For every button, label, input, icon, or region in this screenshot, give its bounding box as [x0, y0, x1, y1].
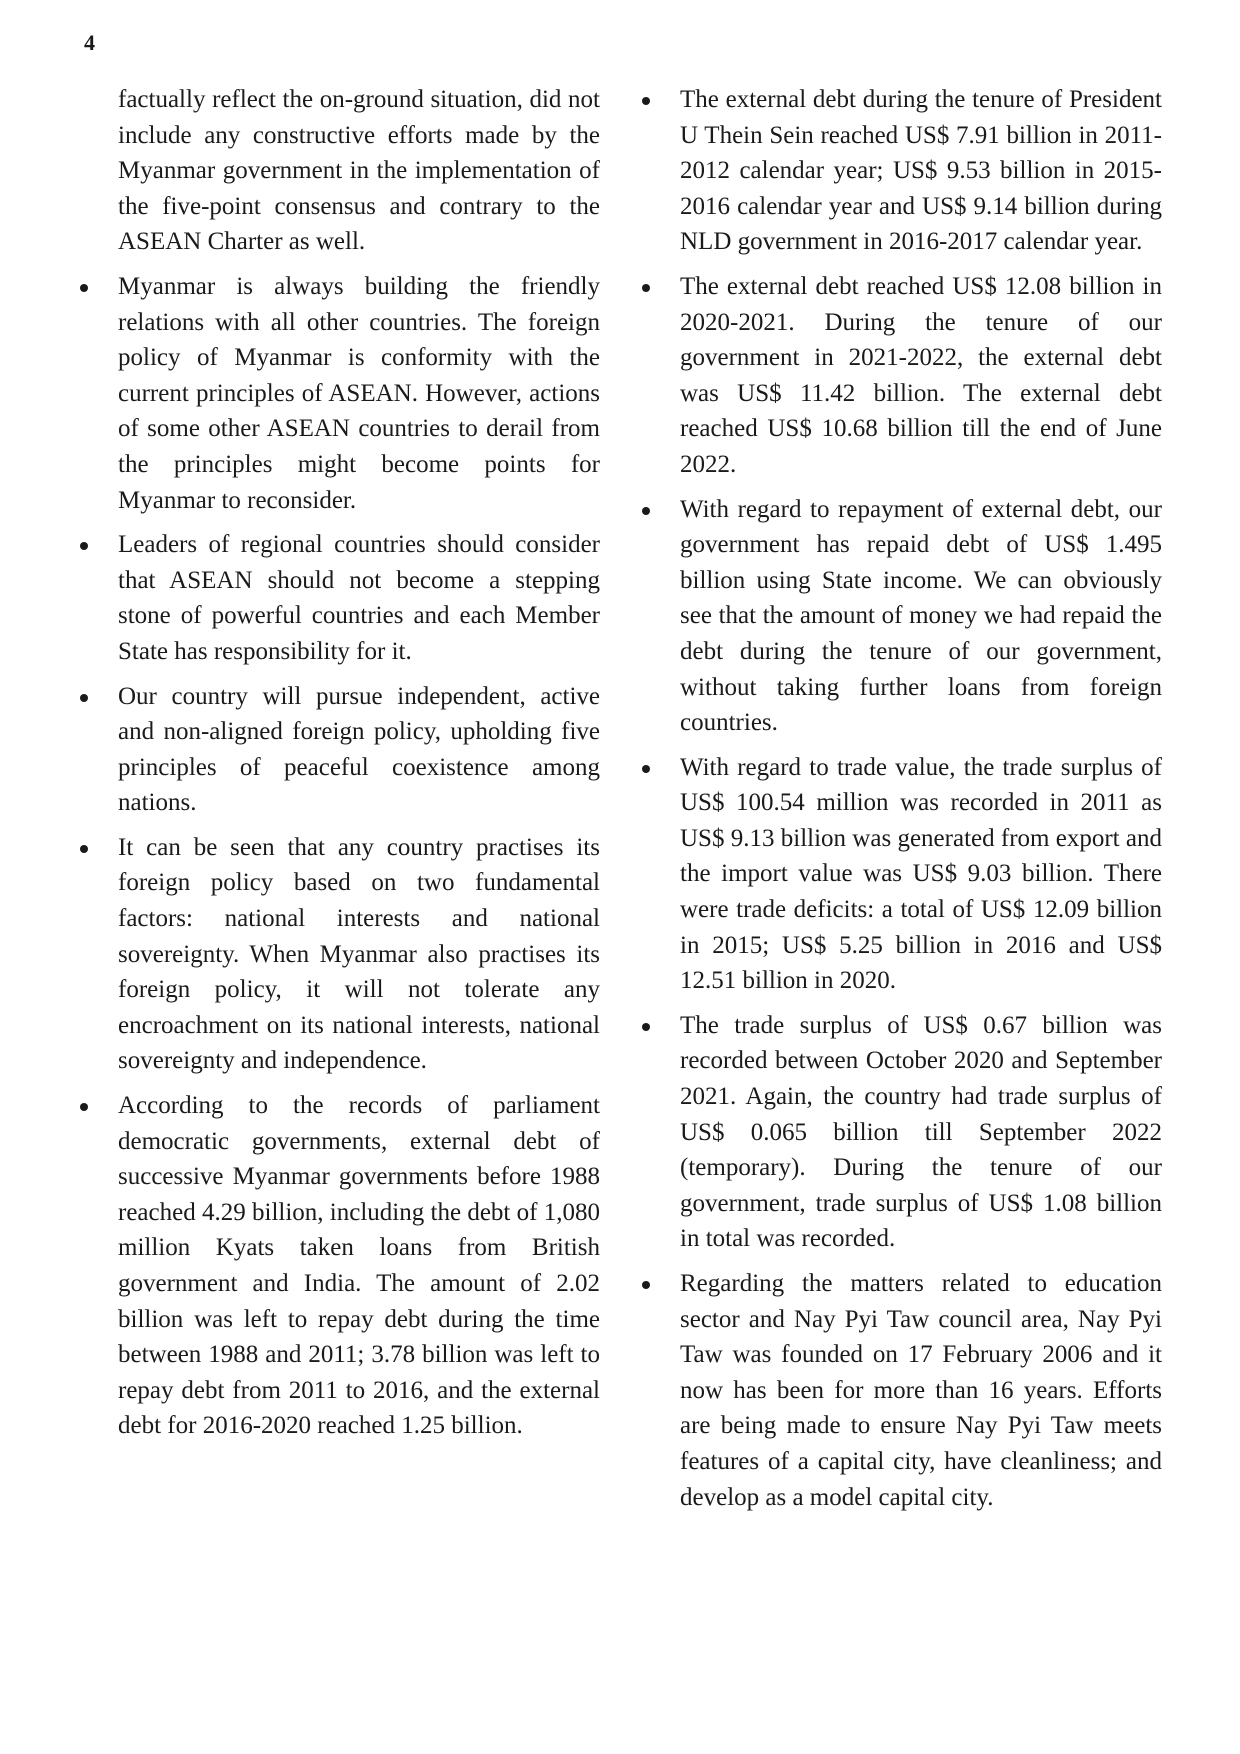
list-item-text: Regarding the matters related to education sector and Nay Pyi Taw council area, Nay Pyi Taw was founded on 17 February 2006 and it now has been for more than 16 years. Efforts are being made to ensure Nay Pyi Taw meets features of a capital city, have cleanliness; and develop as a model capital city. [680, 1270, 1162, 1511]
list-item [118, 830, 600, 1079]
bullet-icon [80, 542, 88, 550]
list-item [118, 679, 600, 821]
bullet-icon [80, 1103, 88, 1111]
list-item-text: Our country will pursue independent, active and non-aligned foreign policy, upholding five principles of peaceful coexistence among nations. [118, 682, 600, 817]
list-item [118, 527, 600, 669]
list-item-text: Leaders of regional countries should consider that ASEAN should not become a stepping stone of powerful countries and each Member State has responsibility for it. [118, 531, 600, 665]
list-item [118, 1088, 600, 1444]
list-item [680, 82, 1162, 260]
bullet-icon [80, 694, 88, 702]
list-item-text: With regard to trade value, the trade surplus of US$ 100.54 million was recorded in 2011 as US$ 9.13 billion was generated from export and the import value was US$ 9.03 billion. There were trade deficits: a total of US$ 12.09 billion in 2015; US$ 5.25 billion in 2016 and US$ 12.51 billion in 2020. [680, 753, 1162, 995]
bullet-icon [642, 765, 650, 773]
bullet-icon [80, 845, 88, 853]
list-item [680, 269, 1162, 483]
list-item [118, 269, 600, 518]
bullet-icon [642, 97, 650, 105]
continuation-paragraph: factually reflect the on-ground situation, did not include any constructive efforts made by the Myanmar government in the implementation of the five-point consensus and contrary to the ASEAN Charter as well. [118, 86, 600, 256]
bullet-icon [642, 284, 650, 292]
page-number: 4 [84, 30, 95, 55]
bullet-icon [642, 507, 650, 515]
list-item-text: The external debt reached US$ 12.08 billion in 2020-2021. During the tenure of our government in 2021-2022, the external debt was US$ 11.42 billion. The external debt reached US$ 10.68 billion till the end of June 2022. [680, 272, 1162, 478]
list-item-text: Myanmar is always building the friendly relations with all other countries. The foreign policy of Myanmar is conformity with the current principles of ASEAN. However, actions of some other ASEAN countries to derail from the principles might become points for Myanmar to reconsider. [118, 272, 600, 514]
list-item [680, 492, 1162, 741]
list-item [680, 1008, 1162, 1257]
list-item [680, 750, 1162, 999]
right-column [680, 82, 1162, 1524]
list-item-text: According to the records of parliament democratic governments, external debt of successive Myanmar governments before 1988 reached 4.29 billion, including the debt of 1,080 million Kyats taken loans from British government and India. The amount of 2.02 billion was left to repay debt during the time between 1988 and 2011; 3.78 billion was left to repay debt from 2011 to 2016, and the external debt for 2016-2020 reached 1.25 billion. [118, 1092, 600, 1440]
list-item-text: With regard to repayment of external debt, our government has repaid debt of US$ 1.495 billion using State income. We can obviously see that the amount of money we had repaid the debt during the tenure of our government, without taking further loans from foreign countries. [680, 495, 1162, 737]
left-column [118, 82, 600, 1453]
list-item-text: The trade surplus of US$ 0.67 billion was recorded between October 2020 and September 2021. Again, the country had trade surplus of US$ 0.065 billion till September 2022 (temporary). During the tenure of our government, trade surplus of US$ 1.08 billion in total was recorded. [680, 1011, 1162, 1253]
bullet-icon [642, 1281, 650, 1289]
list-item-text: The external debt during the tenure of President U Thein Sein reached US$ 7.91 billion in 2011-2012 calendar year; US$ 9.53 billion in 2015-2016 calendar year and US$ 9.14 billion during NLD government in 2016-2017 calendar year. [680, 86, 1162, 256]
bullet-icon [642, 1023, 650, 1031]
bullet-icon [80, 284, 88, 292]
list-item-text: It can be seen that any country practises its foreign policy based on two fundamental factors: national interests and national sovereignty. When Myanmar also practises its foreign policy, it will not tolerate any encroachment on its national interests, national sovereignty and independence. [118, 833, 600, 1075]
list-item [680, 1266, 1162, 1515]
